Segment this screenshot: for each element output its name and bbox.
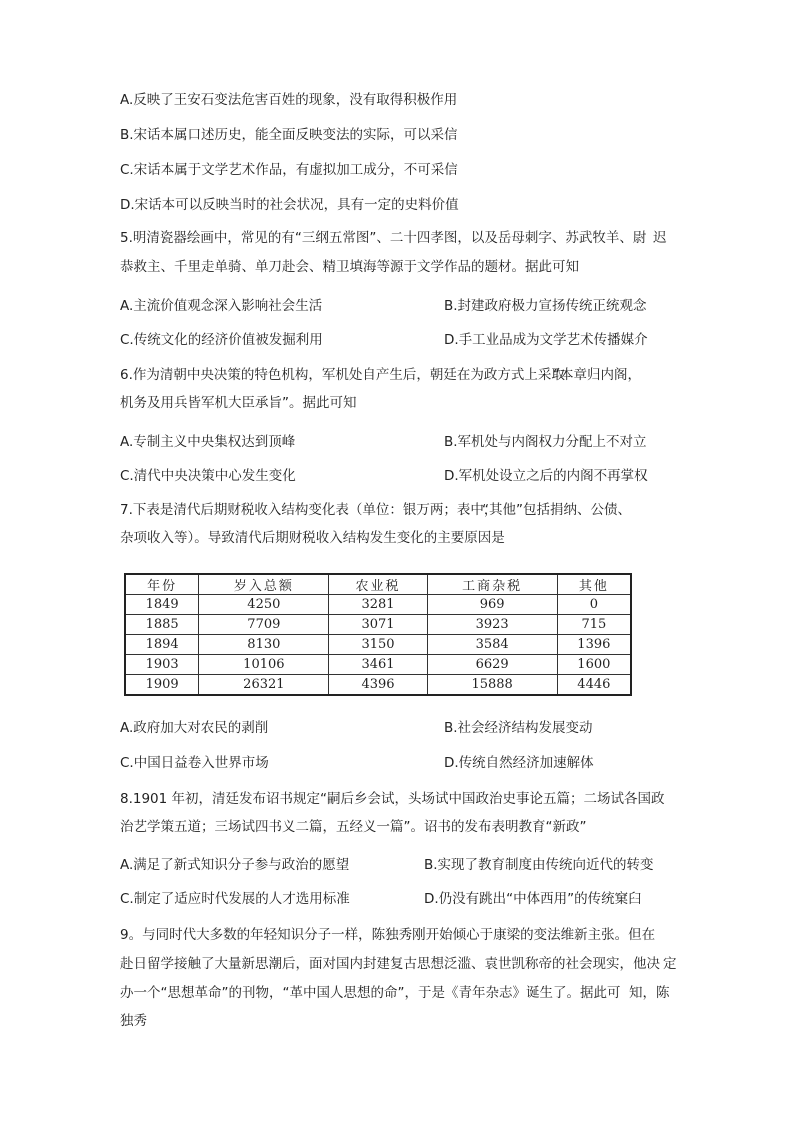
table-cell: 0 — [557, 595, 631, 615]
q7-stem-line2: 杂项收入等）。导致清代后期财税收入结构发生变化的主要原因是 — [120, 530, 505, 546]
q5-option-d: D.手工业品成为文学艺术传播媒介 — [444, 332, 648, 348]
q8-option-a: A.满足了新式知识分子参与政治的愿望 — [120, 857, 350, 873]
q8-option-d: D.仍没有跳出“中体西用”的传统窠臼 — [424, 891, 642, 907]
table-cell: 4446 — [557, 675, 631, 696]
q5-option-c: C.传统文化的经济价值被发掘利用 — [120, 332, 323, 348]
table-cell: 3281 — [329, 595, 427, 615]
table-cell: 10106 — [199, 655, 329, 675]
table-header-cell: 岁入总额 — [199, 574, 329, 595]
q9-stem-line2-tail: 定 — [663, 956, 677, 972]
table-cell: 3923 — [427, 615, 557, 635]
q8-stem-line2: 治艺学策五道；三场试四书义二篇，五经义一篇”。诏书的发布表明教育“新政” — [120, 819, 587, 835]
table-row — [125, 615, 631, 635]
q6-option-d: D.军机处设立之后的内阁不再掌权 — [444, 468, 648, 484]
q4-option-c: C.宋话本属于文学艺术作品，有虚拟加工成分，不可采信 — [120, 162, 458, 178]
q9-stem-line3: 办一个“思想革命”的刊物，“革中国人思想的命”，于是《青年杂志》诞生了。据此可 — [120, 985, 621, 1001]
table-cell: 715 — [557, 615, 631, 635]
q5-option-a: A.主流价值观念深入影响社会生活 — [120, 298, 323, 314]
table-cell: 1849 — [125, 595, 199, 615]
q6-option-b: B.军机处与内阁权力分配上不对立 — [444, 434, 647, 450]
table-header-cell: 工商杂税 — [427, 574, 557, 595]
q6-stem-line1-tail: “本章归内阁， — [553, 367, 641, 383]
q5-option-b: B.封建政府极力宣扬传统正统观念 — [444, 298, 647, 314]
q7-stem-line1: 7.下表是清代后期财税收入结构变化表（单位：银万两；表中， — [120, 502, 498, 518]
q8-option-b: B.实现了教育制度由传统向近代的转变 — [424, 857, 654, 873]
q5-stem-line2: 恭救主、千里走单骑、单刀赴会、精卫填海等源于文学作品的题材。据此可知 — [120, 259, 579, 275]
table-row — [125, 675, 631, 696]
q4-option-a: A.反映了王安石变法危害百姓的现象，没有取得积极作用 — [120, 92, 458, 108]
q6-option-a: A.专制主义中央集权达到顶峰 — [120, 434, 296, 450]
table-header-cell: 年份 — [125, 574, 199, 595]
table-row — [125, 635, 631, 655]
table-cell: 1396 — [557, 635, 631, 655]
table-cell: 8130 — [199, 635, 329, 655]
q9-stem-line1: 9。与同时代大多数的年轻知识分子一样，陈独秀刚开始倾心于康梁的变法维新主张。但在 — [120, 927, 656, 943]
table-cell: 3461 — [329, 655, 427, 675]
table-cell: 1885 — [125, 615, 199, 635]
q5-stem-line1-tail: 迟 — [653, 230, 667, 246]
q5-stem-line1: 5.明清瓷器绘画中，常见的有“三纲五常图”、二十四孝图，以及岳母刺字、苏武牧羊、尉 — [120, 230, 647, 246]
table-cell: 15888 — [427, 675, 557, 696]
q8-option-c: C.制定了适应时代发展的人才选用标准 — [120, 891, 350, 907]
q9-stem-line3-tail: 知，陈 — [629, 985, 670, 1001]
table-header-cell: 农业税 — [329, 574, 427, 595]
q6-stem-line1: 6.作为清朝中央决策的特色机构，军机处自产生后，朝廷在为政方式上采取 — [120, 367, 565, 383]
q7-stem-line1-tail: “其他”包括捐纳、公债、 — [482, 502, 631, 518]
q7-option-c: C.中国日益卷入世界市场 — [120, 755, 269, 771]
table-row — [125, 655, 631, 675]
table-cell: 7709 — [199, 615, 329, 635]
table-cell: 6629 — [427, 655, 557, 675]
table-cell: 26321 — [199, 675, 329, 696]
q8-stem-line1: 8.1901 年初，清廷发布诏书规定“嗣后乡会试，头场试中国政治史事论五篇；二场试各国政 — [120, 791, 665, 807]
table-cell: 3584 — [427, 635, 557, 655]
q9-stem-line4: 独秀 — [120, 1013, 147, 1029]
q7-option-a: A.政府加大对农民的剥削 — [120, 720, 269, 736]
table-cell: 969 — [427, 595, 557, 615]
table-cell: 4250 — [199, 595, 329, 615]
table-cell: 3150 — [329, 635, 427, 655]
table-header-cell: 其他 — [557, 574, 631, 595]
table-header-row — [125, 574, 631, 595]
table-cell: 3071 — [329, 615, 427, 635]
q7-option-d: D.传统自然经济加速解体 — [444, 755, 594, 771]
table-cell: 1903 — [125, 655, 199, 675]
table-cell: 1909 — [125, 675, 199, 696]
q6-stem-line2: 机务及用兵皆军机大臣承旨”。据此可知 — [120, 395, 357, 411]
q4-option-b: B.宋话本属口述历史，能全面反映变法的实际，可以采信 — [120, 127, 458, 143]
table-cell: 1894 — [125, 635, 199, 655]
table-cell: 1600 — [557, 655, 631, 675]
q4-option-d: D.宋话本可以反映当时的社会状况，具有一定的史料价值 — [120, 197, 459, 213]
table-row — [125, 595, 631, 615]
fiscal-revenue-table — [124, 573, 632, 696]
q7-option-b: B.社会经济结构发展变动 — [444, 720, 593, 736]
table-cell: 4396 — [329, 675, 427, 696]
q9-stem-line2: 赴日留学接触了大量新思潮后，面对国内封建复古思想泛滥、袁世凯称帝的社会现实，他决 — [120, 956, 660, 972]
q6-option-c: C.清代中央决策中心发生变化 — [120, 468, 296, 484]
